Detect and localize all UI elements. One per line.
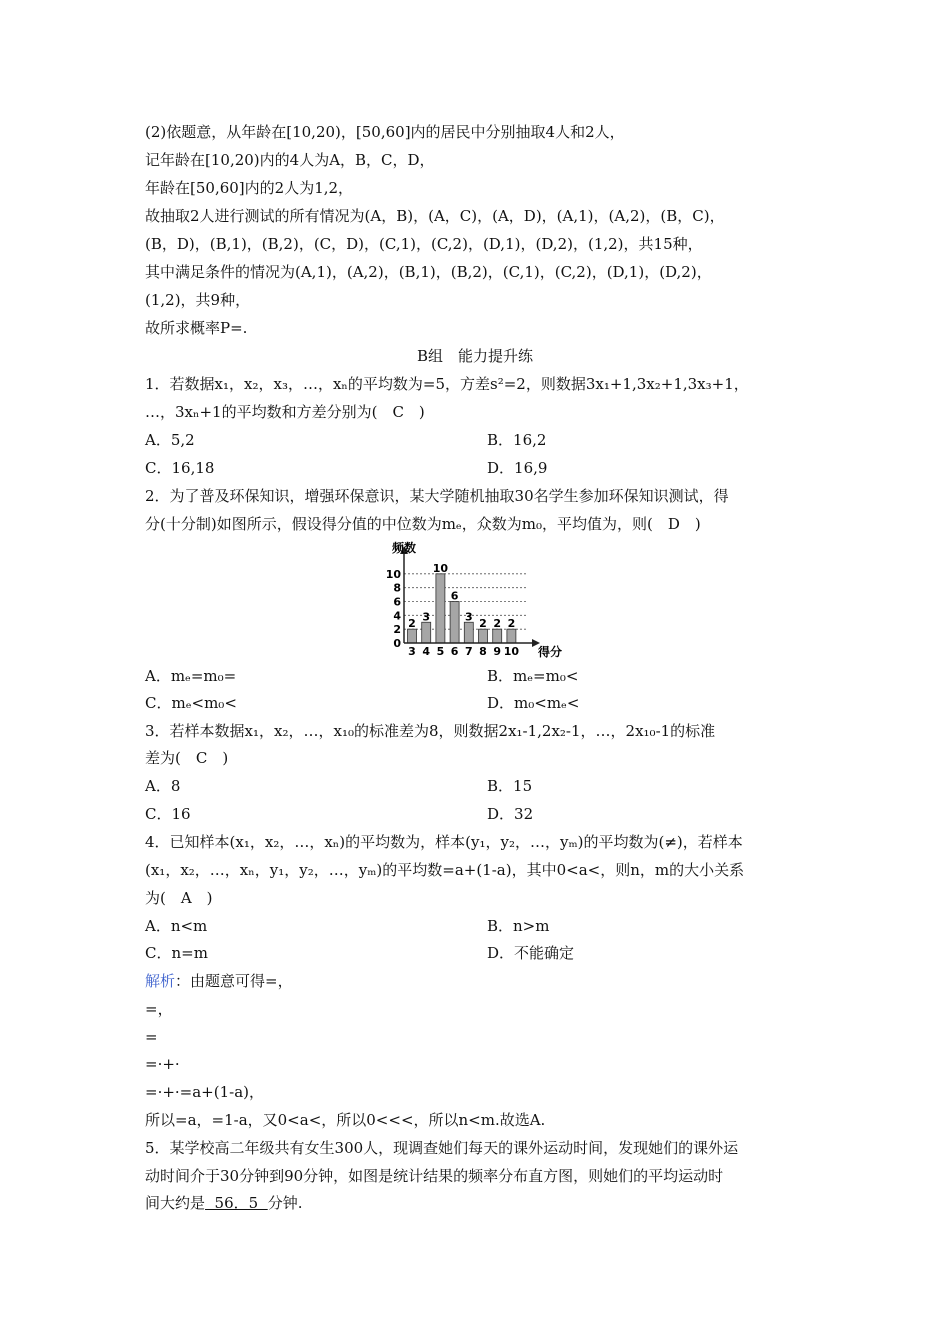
x-tick-label: 10 xyxy=(503,645,520,658)
y-tick-label: 4 xyxy=(393,609,401,623)
option-d: D．32 xyxy=(487,805,534,823)
option-b: B．15 xyxy=(487,777,533,795)
analysis-line: = xyxy=(145,1028,158,1046)
y-tick-label: 2 xyxy=(393,623,401,637)
solution-line: 故所求概率P=. xyxy=(145,319,248,337)
data-label: 2 xyxy=(507,617,516,631)
question-4-stem: 4．已知样本(x₁，x₂，…，xₙ)的平均数为，样本(y₁，y₂，…，yₘ)的平均数为(≠)，若样本 xyxy=(145,833,743,851)
question-5-stem: 5．某学校高二年级共有女生300人，现调查她们每天的课外运动时间，发现她们的课外运 xyxy=(145,1139,739,1157)
question-2-stem: 分(十分制)如图所示，假设得分值的中位数为mₑ，众数为m₀，平均值为，则( D ) xyxy=(145,515,701,533)
option-c: C．mₑ<m₀< xyxy=(145,694,237,712)
option-d: D．16,9 xyxy=(487,459,548,477)
bar xyxy=(493,629,502,643)
question-1-stem: 1．若数据x₁，x₂，x₃，…，xₙ的平均数为=5，方差s²=2，则数据3x₁+1,3x₂+1,3x₃+1， xyxy=(145,375,749,393)
option-b: B．mₑ=m₀< xyxy=(487,667,579,685)
y-tick-label: 10 xyxy=(385,567,401,581)
question-5-stem: 动时间介于30分钟到90分钟，如图是统计结果的频率分布直方图，则她们的平均运动时 xyxy=(145,1167,724,1185)
question-1-stem: …，3xₙ+1的平均数和方差分别为( C ) xyxy=(145,403,425,421)
y-axis-label: 频数 xyxy=(392,541,417,555)
score-frequency-chart xyxy=(382,540,572,658)
bar xyxy=(408,629,417,643)
data-label: 10 xyxy=(432,561,449,575)
option-a: A．mₑ=m₀= xyxy=(145,667,237,685)
analysis-line: 所以=a，=1-a，又0<a<，所以0<<<，所以n<m.故选A. xyxy=(145,1111,546,1129)
option-d: D．不能确定 xyxy=(487,944,575,962)
bar xyxy=(450,602,459,644)
x-tick-label: 3 xyxy=(408,645,416,658)
x-tick-label: 9 xyxy=(493,645,502,658)
solution-line: 年龄在[50,60]内的2人为1,2， xyxy=(145,179,354,197)
solution-line: (B，D)，(B,1)，(B,2)，(C，D)，(C,1)，(C,2)，(D,1)，(D,2)，(1,2)，共15种， xyxy=(145,235,703,253)
option-c: C．16 xyxy=(145,805,191,823)
question-3-stem: 差为( C ) xyxy=(145,749,229,767)
analysis-text: ：由题意可得=， xyxy=(175,972,293,990)
solution-line: (2)依题意，从年龄在[10,20)，[50,60]内的居民中分别抽取4人和2人， xyxy=(145,123,625,141)
option-c: C．n=m xyxy=(145,944,208,962)
x-tick-label: 4 xyxy=(422,645,431,658)
option-b: B．16,2 xyxy=(487,431,547,449)
option-a: A．8 xyxy=(145,777,181,795)
option-a: A．5,2 xyxy=(145,431,195,449)
x-tick-label: 7 xyxy=(464,645,473,658)
bar xyxy=(479,629,488,643)
analysis-line xyxy=(145,971,293,991)
analysis-label: 解析 xyxy=(145,972,176,990)
x-tick-label: 6 xyxy=(450,645,459,658)
answer-blank: 56．5 xyxy=(205,1194,268,1212)
analysis-line: =·+· xyxy=(145,1055,180,1073)
question-4-stem: 为( A ) xyxy=(145,889,213,907)
stem-text: 分钟. xyxy=(267,1194,303,1212)
y-tick-label: 6 xyxy=(393,595,401,609)
option-d: D．m₀<mₑ< xyxy=(487,694,580,712)
option-b: B．n>m xyxy=(487,917,550,935)
bar xyxy=(436,574,445,643)
analysis-line: =， xyxy=(145,1000,173,1018)
solution-line: 故抽取2人进行测试的所有情况为(A，B)，(A，C)，(A，D)，(A,1)，(A,2)，(B，C)， xyxy=(145,207,725,225)
data-label: 6 xyxy=(450,589,459,603)
bar xyxy=(507,629,516,643)
y-tick-label: 0 xyxy=(393,637,401,650)
data-label: 3 xyxy=(422,610,431,624)
y-tick-label: 8 xyxy=(393,581,401,595)
bar xyxy=(422,622,431,643)
solution-line: (1,2)，共9种， xyxy=(145,291,251,309)
data-label: 2 xyxy=(408,617,416,631)
option-a: A．n<m xyxy=(145,917,208,935)
x-axis-label: 得分 xyxy=(538,645,563,658)
question-3-stem: 3．若样本数据x₁，x₂，…，x₁₀的标准差为8，则数据2x₁-1,2x₂-1，…，2x₁₀-1的标准 xyxy=(145,722,716,740)
x-tick-label: 8 xyxy=(479,645,487,658)
analysis-line: =·+·=a+(1-a)， xyxy=(145,1083,265,1101)
data-label: 2 xyxy=(479,617,487,631)
bar xyxy=(464,622,473,643)
data-label: 2 xyxy=(493,617,502,631)
option-c: C．16,18 xyxy=(145,459,215,477)
question-4-stem: (x₁，x₂，…，xₙ，y₁，y₂，…，yₘ)的平均数=a+(1-a)，其中0<a<，则n，m的大小关系 xyxy=(145,861,745,879)
solution-line: 其中满足条件的情况为(A,1)，(A,2)，(B,1)，(B,2)，(C,1)，(C,2)，(D,1)，(D,2)， xyxy=(145,263,712,281)
solution-line: 记年龄在[10,20)内的4人为A，B，C，D， xyxy=(145,151,435,169)
section-title: B组 能力提升练 xyxy=(416,347,534,365)
question-5-stem xyxy=(145,1193,303,1213)
stem-text: 间大约是 xyxy=(145,1194,206,1212)
x-tick-label: 5 xyxy=(436,645,445,658)
data-label: 3 xyxy=(464,610,473,624)
question-2-stem: 2．为了普及环保知识，增强环保意识，某大学随机抽取30名学生参加环保知识测试，得 xyxy=(145,487,729,505)
